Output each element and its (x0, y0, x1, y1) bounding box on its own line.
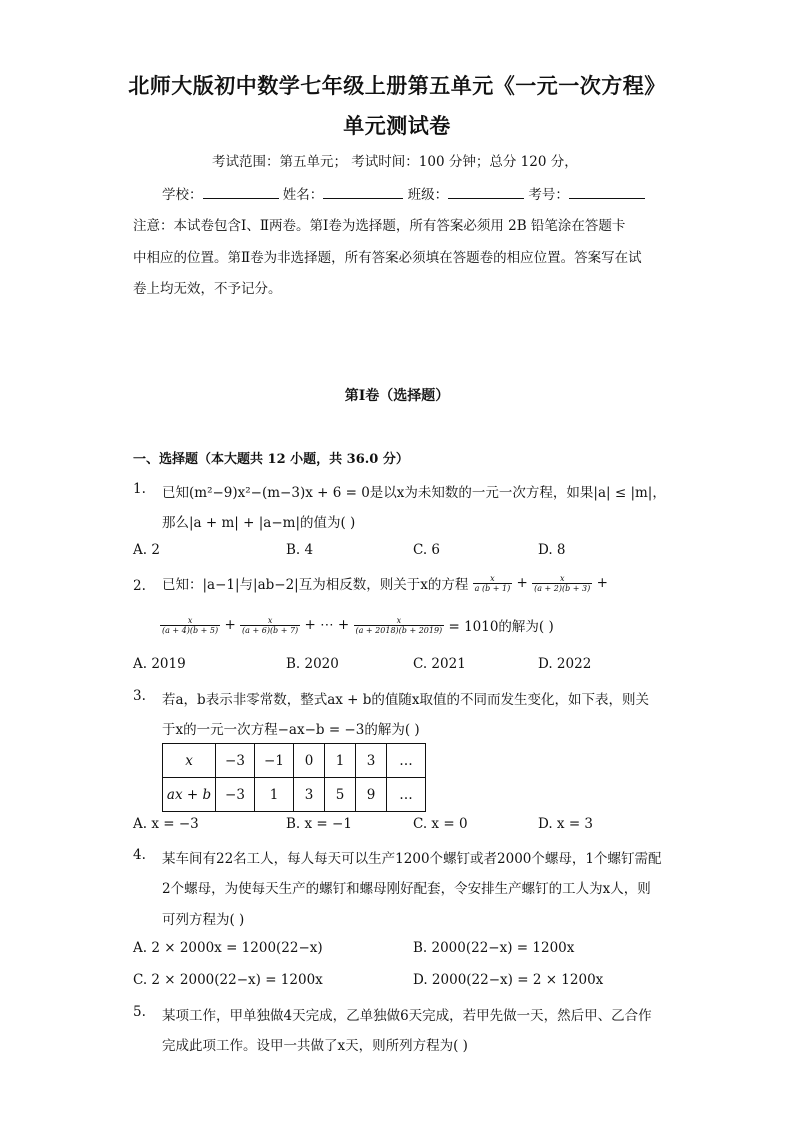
question-2-number: 2. (133, 578, 146, 594)
number-label: 考号： (528, 187, 569, 203)
exam-info: 考试范围：第五单元； 考试时间：100 分钟；总分 120 分， (212, 154, 578, 170)
class-blank[interactable] (448, 184, 524, 199)
table-cell: −1 (255, 744, 294, 778)
q3-option-a[interactable]: A. x = −3 (133, 816, 199, 832)
question-5-number: 5. (133, 1004, 146, 1020)
school-blank[interactable] (203, 184, 279, 199)
q2-option-a[interactable]: A. 2019 (133, 656, 186, 672)
q2-fraction-1: $\frac{x}{a (b + 1)}$ (474, 573, 511, 593)
section-heading: 一、选择题（本大题共 12 小题，共 36.0 分） (133, 452, 409, 467)
question-5-line2: 完成此项工作。设甲一共做了x天，则所列方程为( ) (162, 1038, 468, 1054)
student-fields (162, 183, 645, 203)
table-cell: 1 (255, 778, 294, 812)
question-4-line1: 某车间有22名工人，每人每天可以生产1200个螺钉或者2000个螺母，1个螺钉需配 (162, 851, 662, 867)
q1-option-d[interactable]: D. 8 (538, 542, 566, 558)
question-4-line2: 2个螺母，为使每天生产的螺钉和螺母刚好配套，令安排生产螺钉的工人为x人，则 (162, 881, 651, 897)
q4-option-c[interactable]: C. 2 × 2000(22−x) = 1200x (133, 972, 323, 988)
q2-option-c[interactable]: C. 2021 (413, 656, 466, 672)
q2-fraction-3: $\frac{x}{(a + 4)(b + 5)}$ (162, 615, 219, 635)
doc-title-line2: 单元测试卷 (343, 113, 451, 138)
table-cell: … (387, 744, 426, 778)
question-5-line1: 某项工作，甲单独做4天完成，乙单独做6天完成，若甲先做一天，然后甲、乙合作 (162, 1008, 652, 1024)
q1-option-a[interactable]: A. 2 (133, 542, 160, 558)
question-3-number: 3. (133, 688, 146, 704)
question-1-line1: 已知(m²−9)x²−(m−3)x + 6 = 0是以x为未知数的一元一次方程，如果|a| ≤ |m|， (162, 485, 666, 501)
question-1-line2: 那么|a + m| + |a−m|的值为( ) (162, 515, 356, 531)
value-table (162, 743, 426, 812)
table-cell: 1 (325, 744, 356, 778)
q4-option-a[interactable]: A. 2 × 2000x = 1200(22−x) (133, 940, 323, 956)
notice-line3: 卷上均无效，不予记分。 (133, 281, 282, 297)
q2-fraction-5: $\frac{x}{(a + 2018)(b + 2019)}$ (355, 615, 443, 635)
q1-option-c[interactable]: C. 6 (413, 542, 441, 558)
table-row (163, 744, 426, 778)
table-row (163, 778, 426, 812)
table-cell: … (387, 778, 426, 812)
q3-option-b[interactable]: B. x = −1 (286, 816, 352, 832)
q4-option-d[interactable]: D. 2000(22−x) = 2 × 1200x (413, 972, 604, 988)
question-1-number: 1. (133, 481, 146, 497)
q2-option-d[interactable]: D. 2022 (538, 656, 592, 672)
question-3-line1: 若a，b表示非零常数，整式ax + b的值随x取值的不同而发生变化，如下表，则关 (162, 692, 650, 708)
school-label: 学校： (162, 187, 203, 203)
q2-prefix: 已知：|a−1|与|ab−2|互为相反数，则关于x的方程 (162, 577, 469, 593)
number-blank[interactable] (569, 184, 645, 199)
plus-sign: + (224, 617, 236, 633)
notice-line2: 中相应的位置。第Ⅱ卷为非选择题，所有答案必须填在答题卷的相应位置。答案写在试 (133, 250, 642, 266)
table-cell: 5 (325, 778, 356, 812)
notice-line1: 注意：本试卷包含Ⅰ、Ⅱ两卷。第Ⅰ卷为选择题，所有答案必须用 2B 铅笔涂在答题卡 (133, 218, 626, 234)
question-4-line3: 可列方程为( ) (162, 912, 245, 928)
name-blank[interactable] (323, 184, 403, 199)
table-cell: 0 (294, 744, 325, 778)
question-4-number: 4. (133, 847, 146, 863)
plus-sign: + (516, 575, 528, 591)
name-label: 姓名： (282, 187, 324, 203)
ellipsis-sign: + ⋯ + (304, 617, 350, 633)
table-cell: ax + b (163, 778, 216, 812)
q2-suffix: = 1010的解为( ) (448, 619, 554, 635)
question-2-line1 (162, 573, 608, 593)
q3-option-d[interactable]: D. x = 3 (538, 816, 594, 832)
table-cell: 9 (356, 778, 387, 812)
doc-title-line1: 北师大版初中数学七年级上册第五单元《一元一次方程》 (128, 73, 666, 98)
table-cell: x (163, 744, 216, 778)
q4-option-b[interactable]: B. 2000(22−x) = 1200x (413, 940, 575, 956)
class-label: 班级： (407, 187, 449, 203)
q2-fraction-4: $\frac{x}{(a + 6)(b + 7)}$ (242, 615, 299, 635)
plus-sign: + (596, 575, 608, 591)
table-cell: 3 (294, 778, 325, 812)
table-cell: −3 (216, 744, 255, 778)
table-cell: −3 (216, 778, 255, 812)
q2-fraction-2: $\frac{x}{(a + 2)(b + 3)}$ (534, 573, 591, 593)
table-cell: 3 (356, 744, 387, 778)
question-3-line2: 于x的一元一次方程−ax−b = −3的解为( ) (162, 722, 420, 738)
question-2-line2 (160, 615, 554, 635)
q2-option-b[interactable]: B. 2020 (286, 656, 339, 672)
q3-option-c[interactable]: C. x = 0 (413, 816, 468, 832)
part1-heading: 第Ⅰ卷（选择题） (344, 388, 450, 404)
q1-option-b[interactable]: B. 4 (286, 542, 314, 558)
